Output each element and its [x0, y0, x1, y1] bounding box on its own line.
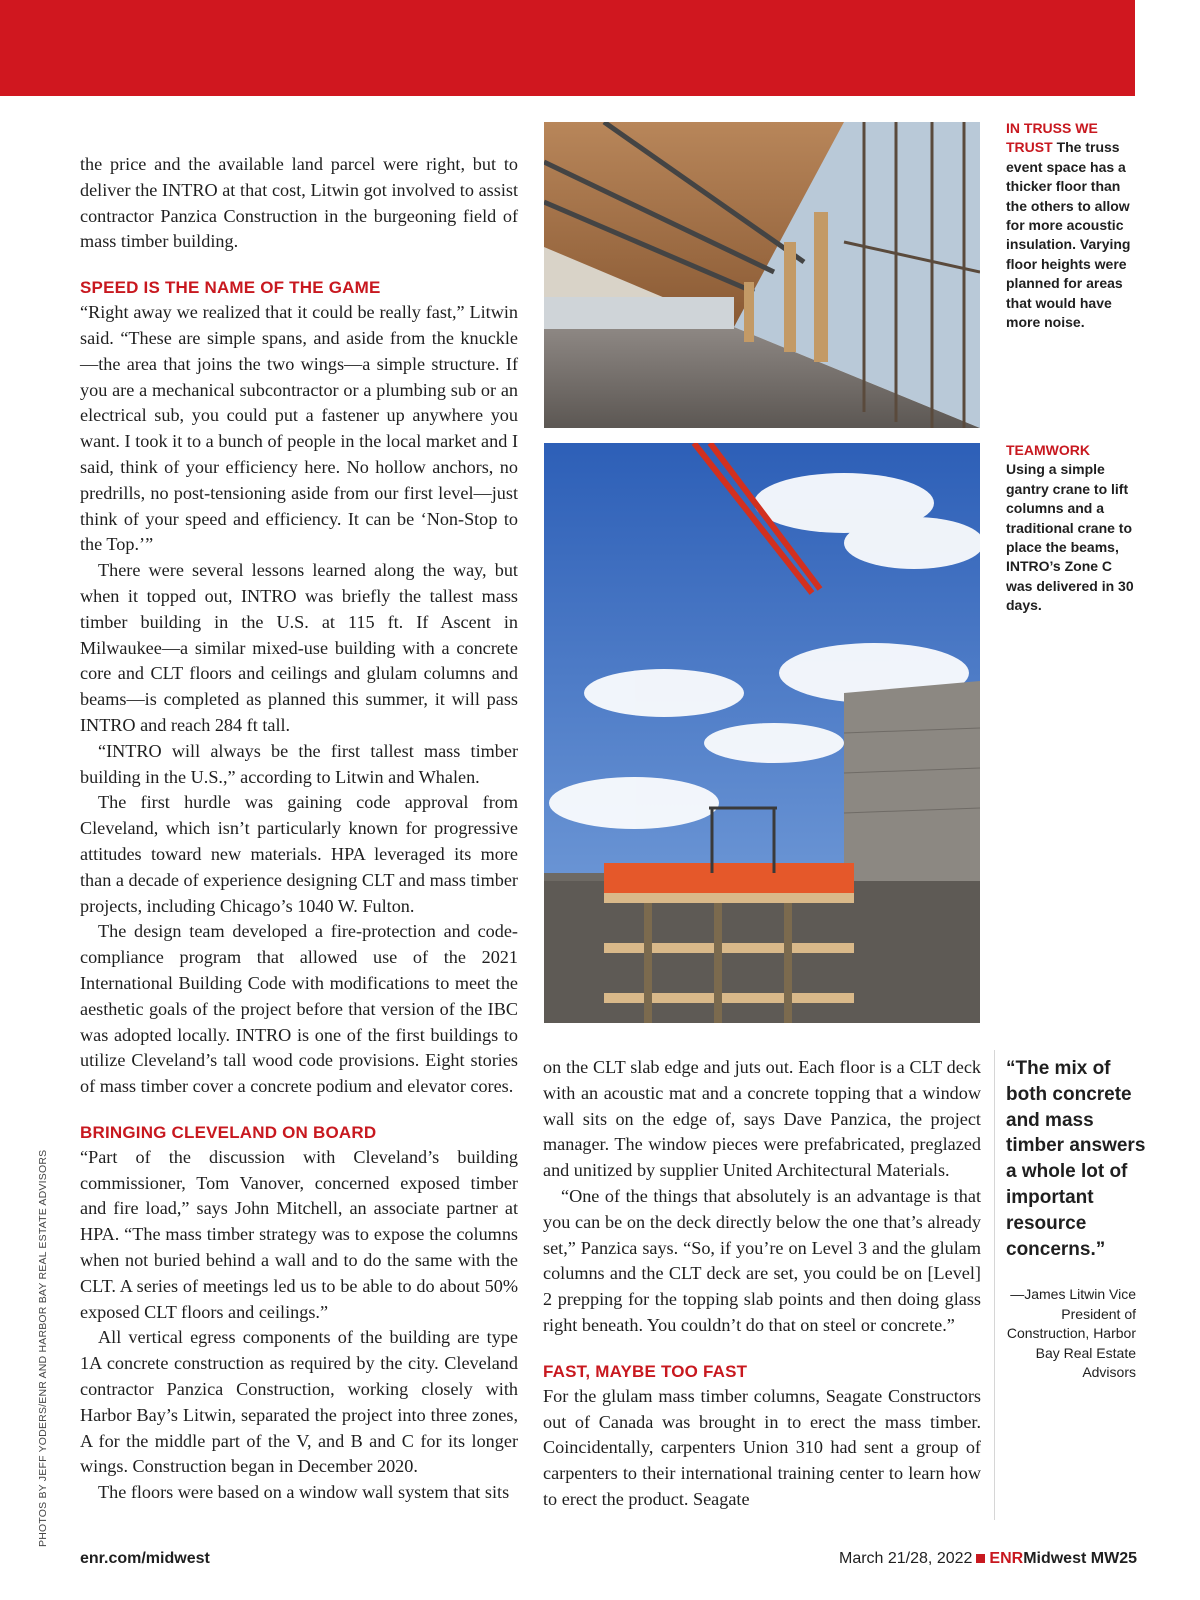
caption-body: The truss event space has a thicker floor than the others to allow for more acoustic insulation. Varying floor heights were planned for areas that would have more noise.: [1006, 139, 1131, 331]
pull-quote-attribution: —James Litwin Vice President of Construction, Harbor Bay Real Estate Advisors: [1006, 1286, 1136, 1381]
brand-enr: ENR: [989, 1550, 1024, 1567]
footer-url: enr.com/midwest: [80, 1550, 210, 1567]
sidebar-divider: [994, 1050, 995, 1520]
page-number: MW25: [1090, 1550, 1137, 1567]
caption-heading: IN TRUSS WE TRUST: [1006, 120, 1098, 156]
paragraph: The first hurdle was gaining code approval from Cleveland, which isn’t particularly known for progressive attitudes toward new materials. HPA leveraged its more than a decade of experience designing CLT and mass timber projects, including Chicago’s 1040 W. Fulton.: [80, 792, 518, 916]
section-heading: FAST, MAYBE TOO FAST: [543, 1361, 748, 1381]
paragraph: All vertical egress components of the building are type 1A concrete construction as required by the city. Cleveland contractor Panzica Construction, working closely with Harbor Bay’s Litwin, separated the project into three zones, A for the middle part of the V, and B and C for its longer wings. Construction began in December 2020.: [80, 1327, 518, 1477]
pull-quote: “The mix of both concrete and mass timber answers a whole lot of important resource concerns.”: [1006, 1058, 1146, 1260]
paragraph: The floors were based on a window wall system that sits: [98, 1482, 510, 1503]
paragraph: “Right away we realized that it could be really fast,” Litwin said. “These are simple spans, and aside from the knuckle—the area that joins the two wings—a simple structure. If you are a mechanical subcontractor or a plumbing sub or an electrical sub, you could put a fastener up anywhere you want. I took it to a bunch of people in the local market and I said, think of your efficiency here. No hollow anchors, no predrills, no post-tensioning aside from our first level—just think of your speed and efficiency. It can be ‘Non-Stop to the Top.’”: [80, 302, 518, 555]
paragraph: the price and the available land parcel were right, but to deliver the INTRO at that cost, Litwin got involved to assist contractor Panzica Construction in the burgeoning field of mass timber building.: [80, 154, 518, 252]
issue-date: March 21/28, 2022: [838, 1550, 973, 1567]
truss-event-space-photo: [544, 122, 980, 428]
photo-caption-truss: [1006, 119, 1138, 332]
photo-credit: PHOTOS BY JEFF YODERS/ENR AND HARBOR BAY REAL ESTATE ADVISORS: [37, 1149, 49, 1547]
top-red-banner: [0, 0, 1135, 96]
paragraph: For the glulam mass timber columns, Seagate Constructors out of Canada was brought in to erect the mass timber. Coincidentally, carpenters Union 310 had sent a group of carpenters to their international training center to learn how to erect the product. Seagate: [543, 1385, 981, 1509]
paragraph: “One of the things that absolutely is an advantage is that you can be on the deck directly below the one that’s already set,” Panzica says. “So, if you’re on Level 3 and the glulam columns and the CLT deck are set, you could be on [Level] 2 prepping for the topping slab points and then doing glass right beneath. You couldn’t do that on steel or concrete.”: [543, 1185, 981, 1335]
article-column-1: [80, 152, 518, 1506]
section-heading: BRINGING CLEVELAND ON BOARD: [80, 1122, 377, 1142]
paragraph: “Part of the discussion with Cleveland’s building commissioner, Tom Vanover, concerned exposed timber and fire load,” says John Mitchell, an associate partner at HPA. “The mass timber strategy was to expose the columns when not buried behind a wall and to do the same with the CLT. A series of meetings led us to be able to do about 50% exposed CLT floors and ceilings.”: [80, 1146, 518, 1322]
caption-body: Using a simple gantry crane to lift columns and a traditional crane to place the beams, INTRO’s Zone C was delivered in 30 days.: [1006, 461, 1134, 614]
paragraph: on the CLT slab edge and juts out. Each floor is a CLT deck with an acoustic mat and a concrete topping that a window wall sits on the edge of, says Dave Panzica, the project manager. The window pieces were prefabricated, preglazed and unitized by supplier United Architectural Materials.: [543, 1057, 981, 1181]
paragraph: “INTRO will always be the first tallest mass timber building in the U.S.,” according to Litwin and Whalen.: [80, 740, 518, 787]
construction-crane-photo: [544, 443, 980, 1023]
brand-midwest: Midwest: [1023, 1550, 1087, 1567]
section-heading: SPEED IS THE NAME OF THE GAME: [80, 278, 381, 298]
article-column-2: [543, 1055, 981, 1513]
footer-folio: [808, 1550, 1137, 1568]
photo-caption-teamwork: [1006, 441, 1138, 616]
red-square-icon: [976, 1554, 985, 1563]
paragraph: The design team developed a fire-protection and code-compliance program that allowed use of the 2021 International Building Code with modifications to meet the aesthetic goals of the project before that version of the IBC was adopted locally. INTRO is one of the first buildings to utilize Cleveland’s tall wood code provisions. Eight stories of mass timber cover a concrete podium and elevator cores.: [80, 921, 518, 1097]
caption-heading: TEAMWORK: [1006, 442, 1090, 458]
paragraph: There were several lessons learned along the way, but when it topped out, INTRO was briefly the tallest mass timber building in the U.S. at 115 ft. If Ascent in Milwaukee—a similar mixed-use building with a concrete core and CLT floors and ceilings and glulam columns and beams—is completed as planned this summer, it will pass INTRO and reach 284 ft tall.: [80, 560, 518, 735]
